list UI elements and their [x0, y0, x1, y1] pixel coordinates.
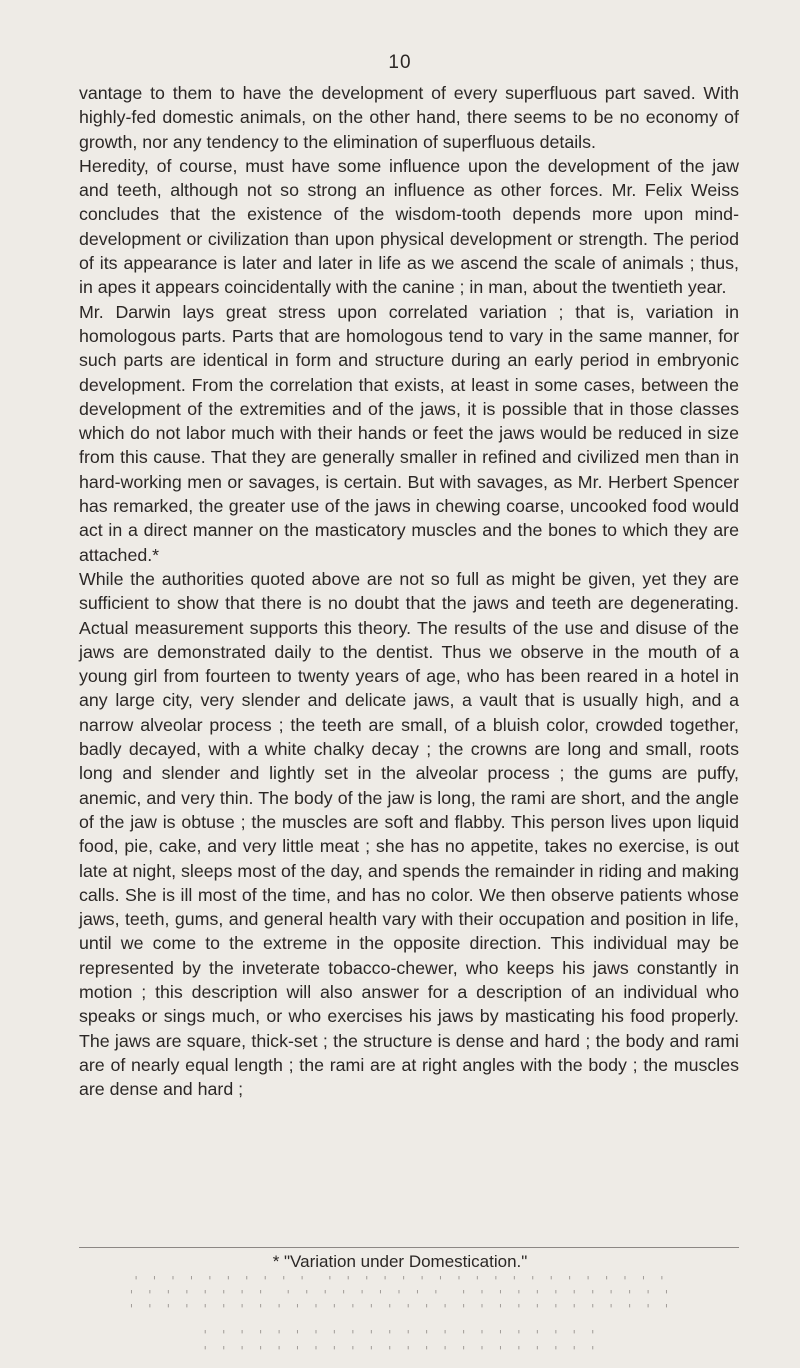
- footnote-rule: [79, 1247, 739, 1248]
- bleed-through-line: ' ' ' ' ' ' ' ' ' ' ' ' ' ' ' ' ' ' ' ' ' ' ' ' ' ' ' ' ': [132, 1274, 668, 1288]
- bleed-through-line: ' ' ' ' ' ' ' ' ' ' ' ' ' ' ' ' ' ' ' ' ' ' ' ' ' ' ' ' ': [127, 1288, 673, 1302]
- bleed-through-line: ' ' ' ' ' ' ' ' ' ' ' ' ' ' ' ' ' ' ' ' ' ': [201, 1328, 599, 1342]
- footnote: * "Variation under Domestication.": [272, 1252, 528, 1271]
- paragraph-2: Heredity, of course, must have some influence upon the development of the jaw and teeth, although not so strong an influence as other forces. Mr. Felix Weiss concludes that the existence of the wisdom-tooth depends more upon mind-development or civilization than upon physical development or strength. The period of its appearance is later and later in life as we ascend the scale of animals ; thus, in apes it appears coincidentally with the canine ; in man, about the twentieth year.: [79, 155, 739, 298]
- body-text: [79, 81, 739, 1101]
- paragraph-1: vantage to them to have the development of every superfluous part saved. With highly-fed domestic animals, on the other hand, there seems to be no economy of growth, nor any tendency to the elimination of superfluous details.: [79, 83, 739, 152]
- bleed-through-line: ' ' ' ' ' ' ' ' ' ' ' ' ' ' ' ' ' ' ' ' ' ': [201, 1344, 599, 1358]
- paragraph-4: While the authorities quoted above are not so full as might be given, yet they are sufficient to show that there is no doubt that the jaws and teeth are degenerating. Actual measurement supports this theory. The results of the use and disuse of the jaws are demonstrated daily to the dentist. Thus we observe in the mouth of a young girl from fourteen to twenty years of age, who has been reared in a hotel in any large city, very slender and delicate jaws, a vault that is usually high, and a narrow alveolar process ; the teeth are small, of a bluish color, crowded together, badly decayed, with a white chalky decay ; the crowns are long and small, roots long and slender and lightly set in the alveolar process ; the gums are puffy, anemic, and very thin. The body of the jaw is long, the rami are short, and the angle of the jaw is obtuse ; the muscles are soft and flabby. This person lives upon liquid food, pie, cake, and very little meat ; she has no appetite, takes no exercise, is out late at night, sleeps most of the day, and spends the remainder in riding and making calls. She is ill most of the time, and has no color. We then observe patients whose jaws, teeth, gums, and general health vary with their occupation and position in life, until we come to the extreme in the opposite direction. This individual may be represented by the inveterate tobacco-chewer, who keeps his jaws constantly in motion ; this description will also answer for a description of an individual who speaks or sings much, or who exercises his jaws by masticating his food properly. The jaws are square, thick-set ; the structure is dense and hard ; the body and rami are of nearly equal length ; the rami are at right angles with the body ; the muscles are dense and hard ;: [79, 568, 739, 1100]
- paragraph-3: Mr. Darwin lays great stress upon correlated variation ; that is, variation in homologous parts. Parts that are homologous tend to vary in the same manner, for such parts are identical in form and structure during an early period in embryonic development. From the correlation that exists, at least in some cases, between the development of the extremities and of the jaws, it is possible that in those classes which do not labor much with their hands or feet the jaws would be reduced in size from this cause. That they are generally smaller in refined and civilized men than in hard-working men or savages, is certain. But with savages, as Mr. Herbert Spencer has remarked, the greater use of the jaws in chewing coarse, uncooked food would act in a direct manner on the masticatory muscles and the bones to which they are attached.*: [79, 301, 739, 565]
- page-number: 10: [388, 52, 412, 73]
- bleed-through-line: ' ' ' ' ' ' ' ' ' ' ' ' ' ' ' ' ' ' ' ' ' ' ' ' ' ' ' ' ' ': [127, 1302, 673, 1316]
